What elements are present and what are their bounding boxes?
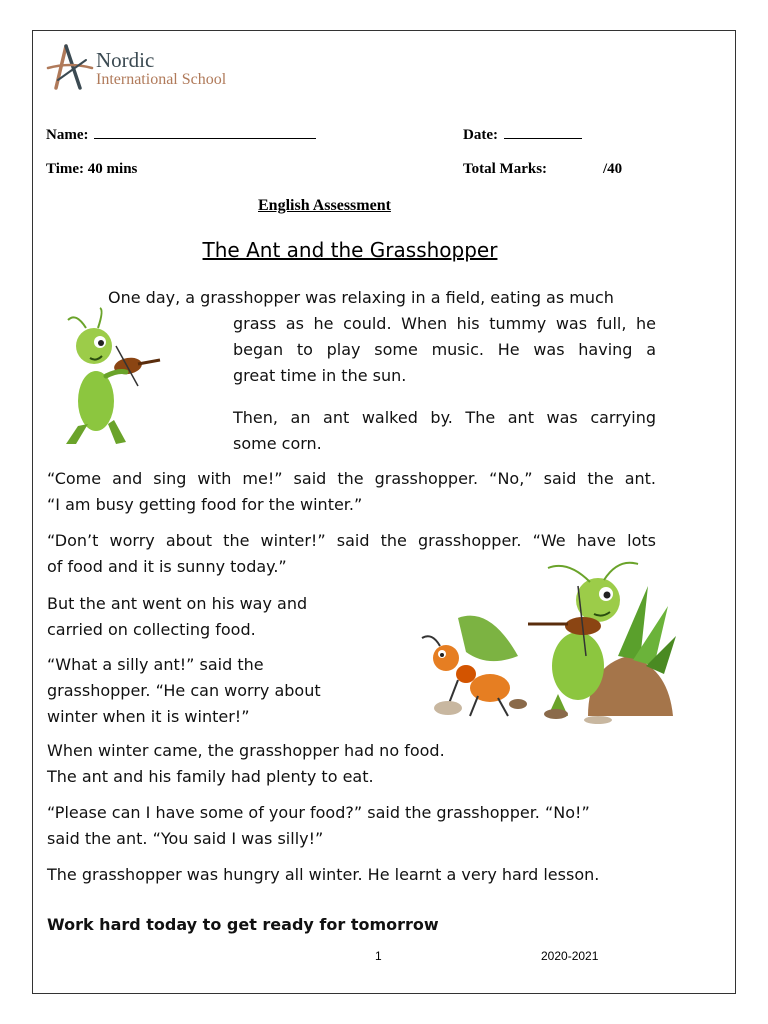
school-subtitle: International School xyxy=(96,71,227,88)
story-title: The Ant and the Grasshopper xyxy=(202,238,498,262)
name-label: Name: xyxy=(46,127,89,143)
grasshopper-violin-image xyxy=(56,306,164,448)
story-line: The grasshopper was hungry all winter. He learnt a very hard lesson. xyxy=(47,865,600,884)
assessment-title: English Assessment xyxy=(258,197,391,214)
school-year: 2020-2021 xyxy=(541,949,599,963)
time-label: Time: 40 mins xyxy=(46,161,138,177)
story-line: winter when it is winter!” xyxy=(47,707,250,726)
story-line: grasshopper. “He can worry about xyxy=(47,681,321,700)
ant-and-grasshopper-image xyxy=(418,556,676,724)
date-label: Date: xyxy=(463,127,498,143)
name-field xyxy=(46,125,316,144)
story-line: “Don’t worry about the winter!” said the grasshopper. “We have lots xyxy=(47,531,656,550)
story-line: grass as he could. When his tummy was full, he xyxy=(233,314,656,333)
story-line: “What a silly ant!” said the xyxy=(47,655,264,674)
school-logo xyxy=(46,44,266,94)
story-line: Then, an ant walked by. The ant was carrying xyxy=(233,408,656,427)
date-blank[interactable] xyxy=(504,125,582,139)
school-name: Nordic xyxy=(96,48,155,72)
story-moral: Work hard today to get ready for tomorrow xyxy=(47,915,439,934)
story-line: One day, a grasshopper was relaxing in a field, eating as much xyxy=(108,288,614,307)
total-marks-label: Total Marks: xyxy=(463,161,548,177)
story-line: some corn. xyxy=(233,434,322,453)
story-line: When winter came, the grasshopper had no food. xyxy=(47,741,445,760)
story-line: carried on collecting food. xyxy=(47,620,256,639)
story-line: The ant and his family had plenty to eat. xyxy=(47,767,374,786)
page-number: 1 xyxy=(375,949,382,963)
total-marks-value: /40 xyxy=(603,161,623,177)
name-blank[interactable] xyxy=(94,125,316,139)
story-line: great time in the sun. xyxy=(233,366,407,385)
story-line: said the ant. “You said I was silly!” xyxy=(47,829,324,848)
story-line: “I am busy getting food for the winter.” xyxy=(47,495,363,514)
story-line: of food and it is sunny today.” xyxy=(47,557,287,576)
story-line: But the ant went on his way and xyxy=(47,594,308,613)
star-logo-icon xyxy=(46,44,94,92)
story-line: “Come and sing with me!” said the grasshopper. “No,” said the ant. xyxy=(47,469,656,488)
story-line: “Please can I have some of your food?” said the grasshopper. “No!” xyxy=(47,803,590,822)
story-line: began to play some music. He was having a xyxy=(233,340,656,359)
date-field xyxy=(463,125,582,144)
